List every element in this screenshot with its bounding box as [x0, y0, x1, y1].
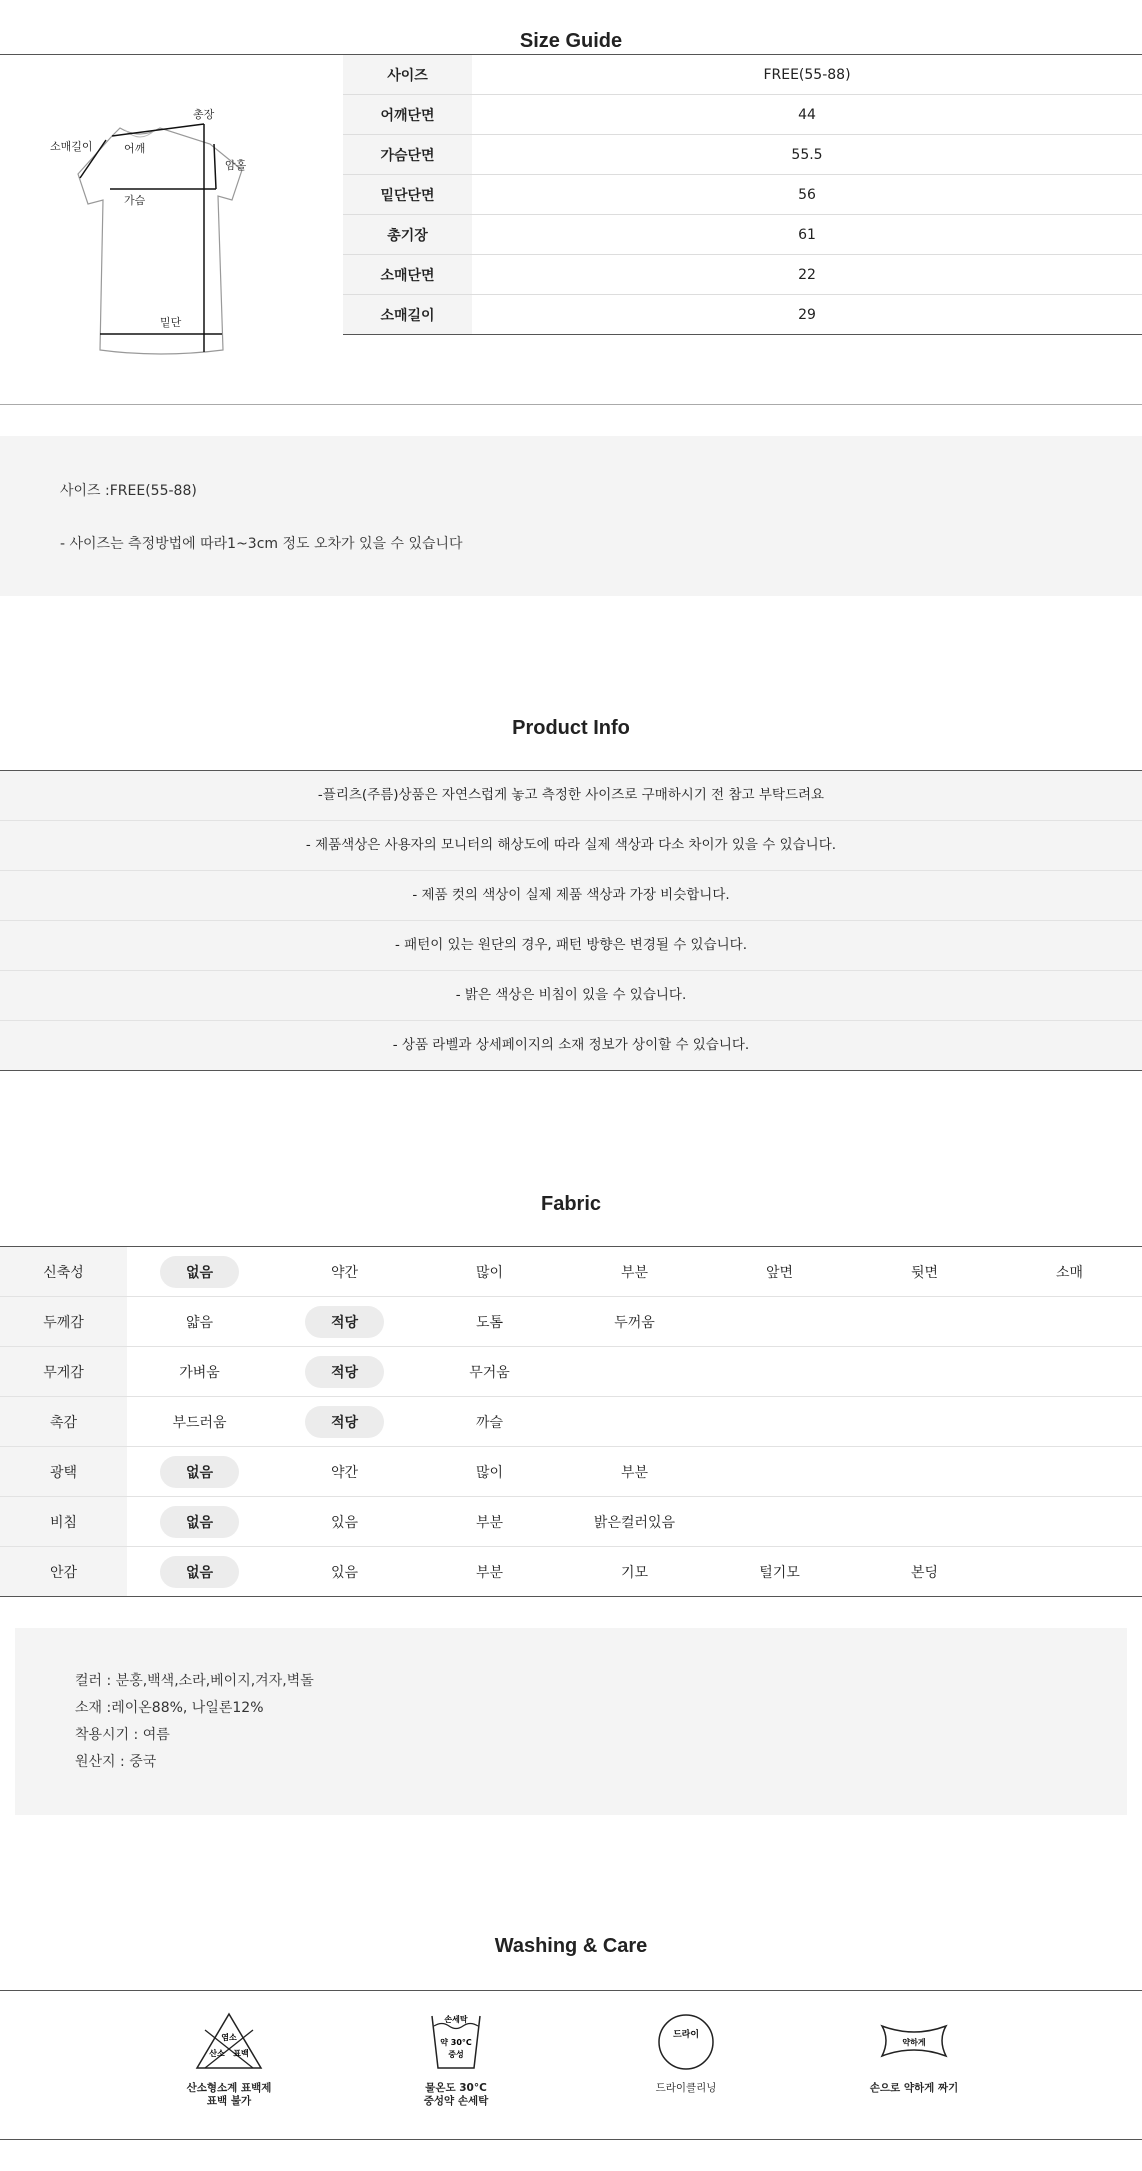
table-row — [0, 1547, 1142, 1597]
care-caption: 산소형소계 표백제 표백 불가 — [186, 2082, 272, 2107]
fabric-details-box — [15, 1628, 1127, 1815]
size-row-value: 22 — [472, 255, 1142, 295]
fabric-option-label: 부분 — [475, 1564, 504, 1581]
tshirt-measurement-diagram — [40, 100, 280, 360]
diagram-label-hem: 밑단 — [160, 316, 182, 329]
washing-top-rule — [0, 1990, 1142, 1991]
fabric-option — [417, 1247, 562, 1297]
fabric-option — [852, 1547, 997, 1597]
product-info-title: Product Info — [512, 717, 630, 739]
fabric-option — [127, 1397, 272, 1447]
fabric-empty-cell — [852, 1297, 997, 1347]
fabric-empty-cell — [562, 1397, 707, 1447]
svg-text:약 30°C: 약 30°C — [440, 2038, 472, 2047]
fabric-option-label: 없음 — [160, 1456, 239, 1488]
fabric-empty-cell — [707, 1297, 852, 1347]
svg-text:표백: 표백 — [233, 2049, 249, 2058]
fabric-empty-cell — [852, 1347, 997, 1397]
fabric-row-label: 무게감 — [0, 1347, 127, 1397]
size-note-box — [0, 436, 1142, 596]
dry-clean-icon — [650, 2010, 722, 2074]
fabric-option-label: 도톰 — [475, 1314, 504, 1331]
svg-text:염소: 염소 — [221, 2033, 237, 2042]
svg-text:손세탁: 손세탁 — [444, 2015, 468, 2024]
fabric-row-label: 신축성 — [0, 1247, 127, 1297]
fabric-option-label: 없음 — [160, 1256, 239, 1288]
fabric-option-label: 두꺼움 — [614, 1314, 655, 1331]
size-row-label: 밑단단면 — [343, 175, 472, 215]
size-row-label: 가슴단면 — [343, 135, 472, 175]
fabric-option — [562, 1297, 707, 1347]
no-bleach-icon — [193, 2010, 265, 2074]
table-row — [0, 1497, 1142, 1547]
care-item-dry-clean — [606, 2010, 766, 2095]
fabric-empty-cell — [997, 1397, 1142, 1447]
fabric-option-label: 적당 — [305, 1306, 384, 1338]
diagram-label-chest: 가슴 — [124, 194, 146, 207]
fabric-option-selected — [272, 1347, 417, 1397]
fabric-option-label: 기모 — [620, 1564, 649, 1581]
list-item: - 상품 라벨과 상세페이지의 소재 정보가 상이할 수 있습니다. — [0, 1021, 1142, 1070]
fabric-option — [417, 1547, 562, 1597]
fabric-option-label: 소매 — [1055, 1264, 1084, 1281]
product-info-list — [0, 771, 1142, 1071]
fabric-option — [417, 1347, 562, 1397]
fabric-option — [852, 1247, 997, 1297]
size-row-value: 29 — [472, 295, 1142, 335]
fabric-empty-cell — [707, 1447, 852, 1497]
table-row — [343, 215, 1142, 255]
size-note-tolerance: - 사이즈는 측정방법에 따라1~3cm 정도 오차가 있을 수 있습니다 — [60, 536, 463, 552]
diagram-label-armhole: 암홀 — [225, 159, 247, 172]
fabric-option — [417, 1447, 562, 1497]
fabric-empty-cell — [707, 1497, 852, 1547]
size-row-value: 44 — [472, 95, 1142, 135]
fabric-option-label: 없음 — [160, 1556, 239, 1588]
svg-text:드라이: 드라이 — [672, 2030, 700, 2040]
table-row — [0, 1247, 1142, 1297]
hand-wash-icon — [420, 2010, 492, 2074]
size-row-label: 소매길이 — [343, 295, 472, 335]
list-item: - 패턴이 있는 원단의 경우, 패턴 방향은 변경될 수 있습니다. — [0, 921, 1142, 971]
fabric-option-selected — [127, 1447, 272, 1497]
fabric-option — [272, 1547, 417, 1597]
fabric-empty-cell — [997, 1497, 1142, 1547]
fabric-option-label: 부분 — [475, 1514, 504, 1531]
fabric-title: Fabric — [540, 1193, 602, 1215]
fabric-option-label: 많이 — [475, 1264, 504, 1281]
fabric-option-label: 뒷면 — [910, 1264, 939, 1281]
fabric-option-label: 없음 — [160, 1506, 239, 1538]
table-row — [0, 1397, 1142, 1447]
size-table — [343, 55, 1142, 335]
list-item: - 제품 컷의 색상이 실제 제품 색상과 가장 비슷합니다. — [0, 871, 1142, 921]
fabric-empty-cell — [997, 1547, 1142, 1597]
svg-text:중성: 중성 — [448, 2050, 464, 2059]
fabric-option — [272, 1247, 417, 1297]
fabric-option — [417, 1297, 562, 1347]
fabric-option-label: 부드러움 — [172, 1414, 227, 1431]
diagram-label-length: 총장 — [193, 108, 215, 121]
fabric-option-label: 털기모 — [759, 1564, 800, 1581]
table-row — [343, 135, 1142, 175]
fabric-empty-cell — [997, 1347, 1142, 1397]
diagram-label-sleeve-length: 소매길이 — [50, 140, 93, 153]
fabric-option — [127, 1297, 272, 1347]
diagram-label-shoulder: 어깨 — [124, 142, 146, 155]
fabric-option-label: 약간 — [330, 1264, 359, 1281]
fabric-detail-material: 소재 :레이온88%, 나일론12% — [75, 1700, 264, 1716]
fabric-empty-cell — [562, 1347, 707, 1397]
fabric-option-label: 약간 — [330, 1464, 359, 1481]
fabric-detail-origin: 원산지 : 중국 — [75, 1754, 157, 1770]
table-row — [343, 55, 1142, 95]
fabric-option-label: 밝은컬러있음 — [593, 1514, 676, 1531]
fabric-option — [562, 1547, 707, 1597]
table-row — [0, 1297, 1142, 1347]
list-item: - 밝은 색상은 비침이 있을 수 있습니다. — [0, 971, 1142, 1021]
fabric-option — [562, 1497, 707, 1547]
fabric-option-label: 많이 — [475, 1464, 504, 1481]
care-item-no-bleach — [149, 2010, 309, 2108]
fabric-row-label: 광택 — [0, 1447, 127, 1497]
gentle-wring-icon — [878, 2010, 950, 2074]
fabric-detail-color: 컬러 : 분홍,백색,소라,베이지,겨자,벽돌 — [75, 1673, 314, 1689]
care-caption: 물온도 30°C 중성약 손세탁 — [423, 2082, 489, 2107]
fabric-option-label: 적당 — [305, 1406, 384, 1438]
fabric-option — [127, 1347, 272, 1397]
fabric-option-label: 있음 — [330, 1514, 359, 1531]
fabric-option-label: 부분 — [620, 1264, 649, 1281]
fabric-empty-cell — [997, 1447, 1142, 1497]
table-row — [0, 1447, 1142, 1497]
fabric-option — [272, 1447, 417, 1497]
list-item: - 제품색상은 사용자의 모니터의 해상도에 따라 실제 색상과 다소 차이가 있을 수 있습니다. — [0, 821, 1142, 871]
size-guide-title: Size Guide — [519, 30, 623, 52]
care-caption: 드라이클리닝 — [655, 2082, 717, 2094]
fabric-option-label: 부분 — [620, 1464, 649, 1481]
fabric-empty-cell — [852, 1397, 997, 1447]
fabric-row-label: 비침 — [0, 1497, 127, 1547]
size-guide-bottom-rule — [0, 404, 1142, 405]
fabric-option-label: 가벼움 — [179, 1364, 220, 1381]
fabric-option — [272, 1497, 417, 1547]
fabric-table — [0, 1247, 1142, 1597]
size-row-value: FREE(55-88) — [472, 55, 1142, 95]
fabric-row-label: 두께감 — [0, 1297, 127, 1347]
fabric-option-label: 까슬 — [475, 1414, 504, 1431]
fabric-option-label: 본딩 — [910, 1564, 939, 1581]
svg-text:약하게: 약하게 — [902, 2038, 926, 2047]
size-row-label: 어깨단면 — [343, 95, 472, 135]
fabric-option-label: 앞면 — [765, 1264, 794, 1281]
fabric-option-selected — [127, 1497, 272, 1547]
size-row-value: 56 — [472, 175, 1142, 215]
fabric-option-label: 무거움 — [469, 1364, 510, 1381]
fabric-option — [707, 1547, 852, 1597]
fabric-empty-cell — [707, 1347, 852, 1397]
fabric-option — [417, 1397, 562, 1447]
fabric-option — [417, 1497, 562, 1547]
size-row-value: 55.5 — [472, 135, 1142, 175]
size-note-size: 사이즈 :FREE(55-88) — [60, 483, 197, 499]
svg-text:산소: 산소 — [209, 2049, 225, 2058]
fabric-option — [997, 1247, 1142, 1297]
table-row — [343, 95, 1142, 135]
table-row — [343, 175, 1142, 215]
fabric-detail-season: 착용시기 : 여름 — [75, 1727, 170, 1743]
table-row — [0, 1347, 1142, 1397]
fabric-option-label: 얇음 — [185, 1314, 214, 1331]
care-item-hand-wash — [376, 2010, 536, 2108]
fabric-empty-cell — [852, 1447, 997, 1497]
fabric-option — [562, 1447, 707, 1497]
washing-title: Washing & Care — [494, 1935, 648, 1957]
fabric-option-selected — [127, 1247, 272, 1297]
fabric-option — [562, 1247, 707, 1297]
size-row-value: 61 — [472, 215, 1142, 255]
table-row — [343, 295, 1142, 335]
fabric-option — [707, 1247, 852, 1297]
fabric-empty-cell — [997, 1297, 1142, 1347]
fabric-option-label: 있음 — [330, 1564, 359, 1581]
fabric-empty-cell — [707, 1397, 852, 1447]
fabric-option-label: 적당 — [305, 1356, 384, 1388]
size-row-label: 총기장 — [343, 215, 472, 255]
size-row-label: 소매단면 — [343, 255, 472, 295]
list-item: -플리츠(주름)상품은 자연스럽게 놓고 측정한 사이즈로 구매하시기 전 참고 부탁드려요 — [0, 771, 1142, 821]
fabric-option-selected — [272, 1397, 417, 1447]
fabric-row-label: 안감 — [0, 1547, 127, 1597]
care-item-gentle-wring — [834, 2010, 994, 2095]
care-caption: 손으로 약하게 짜기 — [869, 2082, 959, 2094]
fabric-option-selected — [127, 1547, 272, 1597]
table-row — [343, 255, 1142, 295]
fabric-row-label: 촉감 — [0, 1397, 127, 1447]
fabric-empty-cell — [852, 1497, 997, 1547]
washing-bottom-rule — [0, 2139, 1142, 2140]
fabric-option-selected — [272, 1297, 417, 1347]
size-row-label: 사이즈 — [343, 55, 472, 95]
